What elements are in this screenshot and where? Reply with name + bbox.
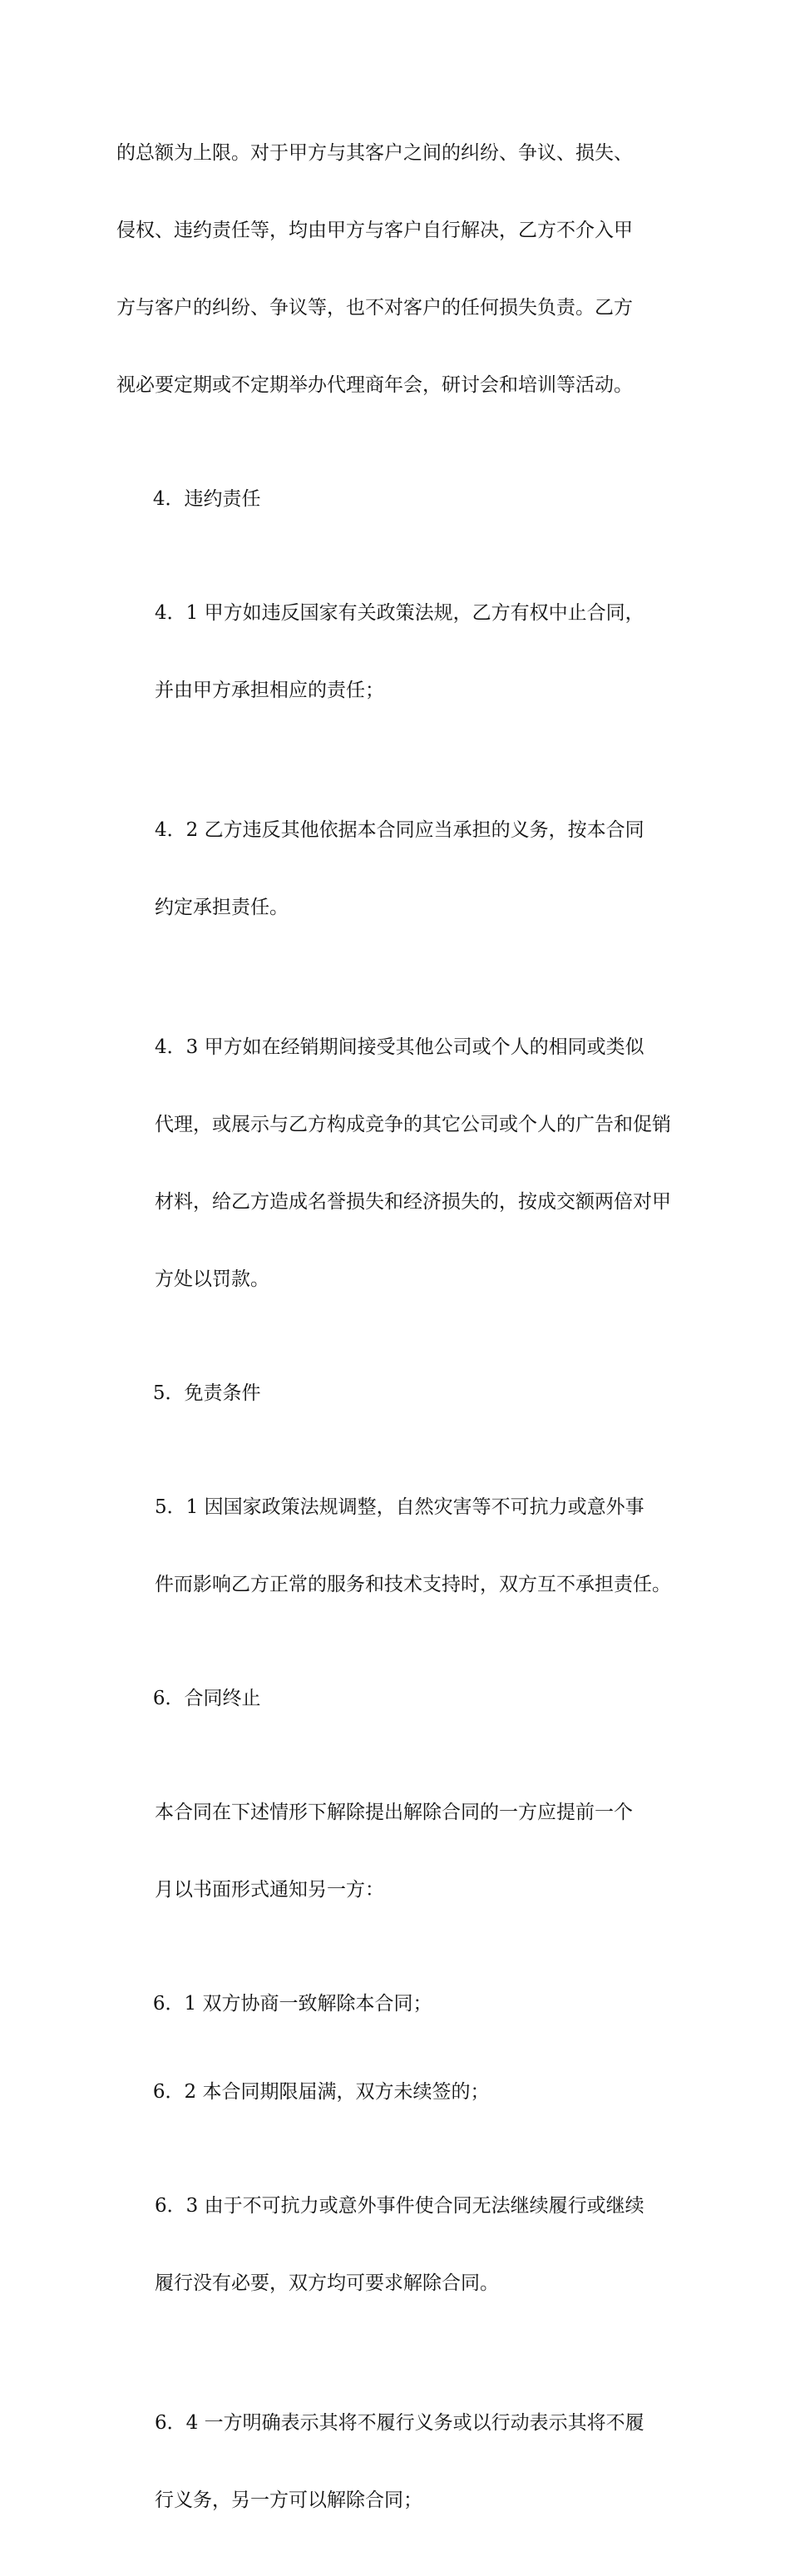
text-line: 并由甲方承担相应的责任； (155, 680, 384, 701)
clause-6-4 (116, 2359, 675, 2565)
heading-text: 6．合同终止 (152, 1688, 261, 1709)
text-line: 侵权、违约责任等，均由甲方与客户自行解决，乙方不介入甲 (116, 220, 633, 241)
heading-text: 4．违约责任 (152, 488, 261, 510)
termination-intro (116, 1748, 675, 1955)
text-line: 视必要定期或不定期举办代理商年会，研讨会和培训等活动。 (116, 374, 633, 396)
text-line: 月以书面形式通知另一方： (155, 1879, 384, 1901)
text-line: 6．4 一方明确表示其将不履行义务或以行动表示其将不履 (155, 2412, 644, 2434)
clause-6-3 (116, 2142, 675, 2348)
paragraph-liability-limit (116, 89, 675, 450)
text-line: 方处以罚款。 (155, 1268, 269, 1290)
text-line: 4．2 乙方违反其他依据本合同应当承担的义务，按本合同 (155, 819, 644, 841)
text-line: 4．1 甲方如违反国家有关政策法规，乙方有权中止合同， (155, 602, 644, 624)
clause-5-1 (116, 1443, 675, 1649)
text-line: 方与客户的纠纷、争议等，也不对客户的任何损失负责。乙方 (116, 297, 633, 319)
text-line: 的总额为上限。对于甲方与其客户之间的纠纷、争议、损失、 (116, 142, 633, 164)
clause-4-1 (116, 549, 675, 755)
text-line: 件而影响乙方正常的服务和技术支持时，双方互不承担责任。 (155, 1574, 671, 1595)
section-heading-exemption (116, 1355, 675, 1432)
clause-6-2 (116, 2054, 675, 2131)
clause-4-3 (116, 983, 675, 1344)
clause-6-1 (116, 1965, 675, 2043)
text-line: 本合同在下述情形下解除提出解除合同的一方应提前一个 (155, 1802, 633, 1823)
section-heading-termination (116, 1660, 675, 1738)
text-line: 6．2 本合同期限届满，双方未续签的； (152, 2081, 490, 2103)
text-line: 约定承担责任。 (155, 897, 289, 918)
text-line: 代理，或展示与乙方构成竞争的其它公司或个人的广告和促销 (155, 1114, 671, 1135)
text-line: 行义务，另一方可以解除合同； (155, 2489, 422, 2511)
heading-text: 5．免责条件 (152, 1382, 261, 1404)
text-line: 4．3 甲方如在经销期间接受其他公司或个人的相同或类似 (155, 1036, 644, 1058)
section-heading-breach-liability (116, 461, 675, 538)
text-line: 履行没有必要，双方均可要求解除合同。 (155, 2272, 499, 2294)
text-line: 5．1 因国家政策法规调整，自然灾害等不可抗力或意外事 (155, 1496, 644, 1518)
document-body (116, 89, 675, 2576)
text-line: 6．3 由于不可抗力或意外事件使合同无法继续履行或继续 (155, 2195, 644, 2217)
text-line: 材料，给乙方造成名誉损失和经济损失的，按成交额两倍对甲 (155, 1191, 671, 1213)
clause-4-2 (116, 766, 675, 972)
text-line: 6．1 双方协商一致解除本合同； (152, 1993, 432, 2015)
